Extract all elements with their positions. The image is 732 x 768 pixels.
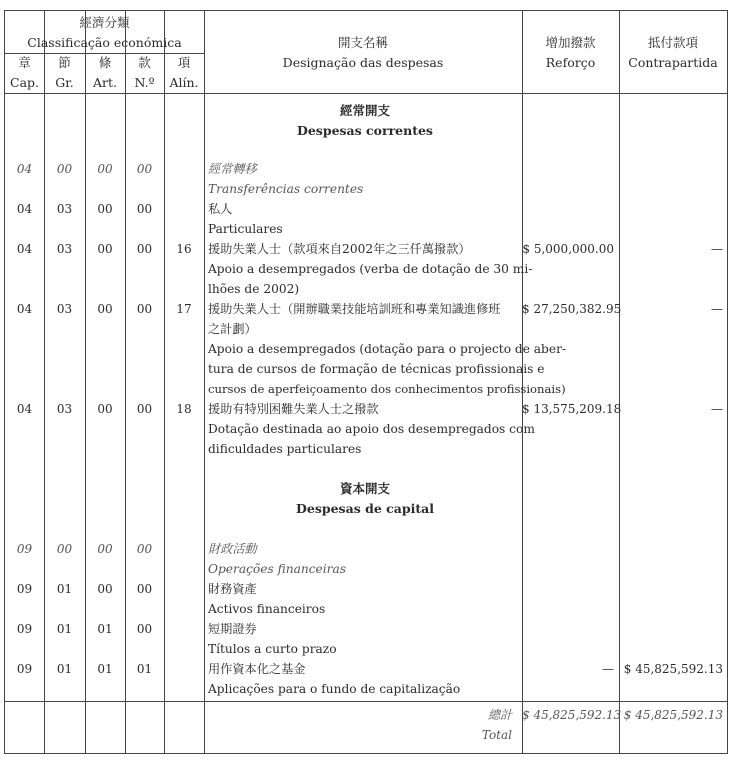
designation-line-zh: 之計劃） — [208, 322, 257, 336]
cell-alin: 18 — [176, 402, 192, 416]
cell-n: 01 — [136, 662, 153, 676]
cell-n: 00 — [136, 582, 153, 596]
cell-reforco: $ 27,250,382.95 — [522, 302, 622, 316]
section-title-correntes-pt: Despesas correntes — [297, 123, 433, 138]
col-header-alin-pt: Alín. — [169, 75, 199, 90]
cell-gr: 01 — [56, 622, 73, 636]
cell-n: 00 — [136, 402, 153, 416]
cell-cap: 09 — [16, 542, 33, 556]
cell-reforco: — — [602, 662, 614, 676]
cell-gr: 03 — [56, 202, 73, 216]
cell-n: 00 — [136, 202, 153, 216]
designation-line-pt: Dotação destinada ao apoio dos desempregados com — [208, 422, 535, 436]
cell-designation — [208, 199, 520, 239]
contra-header-pt: Contrapartida — [628, 55, 718, 70]
cell-cap: 04 — [16, 162, 33, 176]
cell-designation — [208, 659, 520, 699]
designation-line-zh: 短期證券 — [208, 622, 257, 636]
cell-contra: — — [711, 242, 723, 256]
cell-designation — [208, 399, 535, 459]
classification-header-pt: Classificação económica — [27, 35, 182, 50]
total-reforco: $ 45,825,592.13 — [522, 708, 622, 722]
cell-designation — [208, 579, 520, 619]
section-title-capital-pt: Despesas de capital — [296, 501, 434, 516]
col-divider — [164, 11, 165, 753]
designation-line-pt: Operações financeiras — [208, 562, 346, 576]
designation-line-zh: 用作資本化之基金 — [208, 662, 306, 676]
cell-n: 00 — [136, 622, 153, 636]
total-label-zh: 總計 — [487, 708, 512, 722]
designation-line-zh: 財務資產 — [208, 582, 257, 596]
col-divider — [85, 11, 86, 753]
cell-art: 00 — [97, 202, 113, 216]
col-header-cap-zh: 章 — [18, 55, 31, 70]
cell-designation — [208, 159, 520, 199]
cell-contra: $ 45,825,592.13 — [623, 662, 723, 676]
cell-gr: 03 — [56, 402, 73, 416]
header-rule — [5, 93, 727, 94]
cell-gr: 01 — [56, 662, 73, 676]
cell-gr: 03 — [56, 302, 73, 316]
cell-designation — [208, 619, 520, 659]
designation-line-pt: Activos financeiros — [208, 602, 326, 616]
cell-designation — [208, 239, 533, 299]
cell-n: 00 — [136, 162, 153, 176]
designation-line-zh: 經常轉移 — [208, 162, 257, 176]
designation-line-pt: Transferências correntes — [208, 182, 364, 196]
designation-line-pt: Títulos a curto prazo — [208, 642, 337, 656]
designation-line-pt: Aplicações para o fundo de capitalização — [208, 682, 461, 696]
cell-gr: 00 — [56, 542, 73, 556]
cell-art: 01 — [97, 662, 113, 676]
designation-header-zh: 開支名稱 — [337, 35, 388, 50]
designation-line-zh: 財政活動 — [208, 542, 257, 556]
reforco-header-zh: 增加撥款 — [545, 35, 596, 50]
total-label-pt: Total — [481, 728, 512, 742]
cell-contra: — — [711, 302, 723, 316]
cell-cap: 04 — [16, 202, 33, 216]
col-header-art-pt: Art. — [93, 75, 117, 90]
section-title-capital-zh: 資本開支 — [339, 481, 390, 496]
col-header-gr-zh: 節 — [58, 55, 71, 70]
cell-reforco: $ 5,000,000.00 — [522, 242, 614, 256]
col-header-art-zh: 條 — [98, 55, 112, 70]
cell-gr: 01 — [56, 582, 73, 596]
cell-contra: — — [711, 402, 723, 416]
cell-art: 00 — [97, 242, 113, 256]
designation-header-pt: Designação das despesas — [282, 55, 444, 70]
designation-line-pt: tura de cursos de formação de técnicas profissionais e — [208, 362, 545, 376]
cell-art: 00 — [97, 302, 113, 316]
cell-gr: 03 — [56, 242, 73, 256]
cell-cap: 04 — [16, 302, 33, 316]
cell-n: 00 — [136, 242, 153, 256]
budget-table — [4, 10, 728, 754]
cell-alin: 16 — [176, 242, 192, 256]
cell-gr: 00 — [56, 162, 73, 176]
col-divider — [125, 11, 126, 753]
designation-line-zh: 私人 — [208, 202, 233, 216]
total-contra: $ 45,825,592.13 — [623, 708, 723, 722]
cell-designation — [208, 299, 567, 399]
cell-n: 00 — [136, 542, 153, 556]
col-header-alin-zh: 項 — [177, 55, 191, 70]
cell-cap: 09 — [16, 582, 33, 596]
col-header-n-pt: N.º — [134, 75, 155, 90]
cell-cap: 09 — [16, 662, 33, 676]
cell-cap: 04 — [16, 402, 33, 416]
col-divider — [619, 11, 620, 753]
col-divider — [44, 11, 45, 753]
cell-reforco: $ 13,575,209.18 — [522, 402, 622, 416]
designation-line-pt: cursos de aperfeiçoamento dos conhecimentos profissionais) — [208, 382, 566, 396]
contra-header-zh: 抵付款項 — [647, 35, 698, 50]
cell-cap: 04 — [16, 242, 33, 256]
classification-header-zh: 經濟分類 — [79, 15, 130, 30]
section-title-correntes-zh: 經常開支 — [339, 103, 390, 118]
col-header-n-zh: 款 — [138, 55, 151, 70]
cell-designation — [208, 539, 520, 579]
cell-n: 00 — [136, 302, 153, 316]
designation-line-zh: 援助失業人士（開辦職業技能培訓班和專業知識進修班 — [208, 302, 501, 316]
designation-line-pt: Apoio a desempregados (dotação para o projecto de aber- — [208, 342, 567, 356]
cell-art: 00 — [97, 402, 113, 416]
designation-line-zh: 援助有特別困難失業人士之撥款 — [208, 402, 379, 416]
col-header-cap-pt: Cap. — [10, 75, 39, 90]
designation-line-pt: Apoio a desempregados (verba de dotação de 30 mi- — [208, 262, 533, 276]
designation-line-pt: lhões de 2002) — [208, 282, 300, 296]
cell-art: 00 — [97, 162, 113, 176]
designation-line-pt: dificuldades particulares — [208, 442, 362, 456]
cell-art: 00 — [97, 582, 113, 596]
col-divider — [204, 11, 205, 753]
cell-alin: 17 — [176, 302, 192, 316]
col-header-gr-pt: Gr. — [55, 75, 74, 90]
cell-art: 00 — [97, 542, 113, 556]
designation-line-zh: 援助失業人士（款項來自2002年之三仟萬撥款） — [208, 242, 471, 256]
cell-cap: 09 — [16, 622, 33, 636]
cell-art: 01 — [97, 622, 113, 636]
designation-line-pt: Particulares — [208, 222, 283, 236]
total-rule — [5, 701, 727, 702]
reforco-header-pt: Reforço — [545, 55, 596, 70]
